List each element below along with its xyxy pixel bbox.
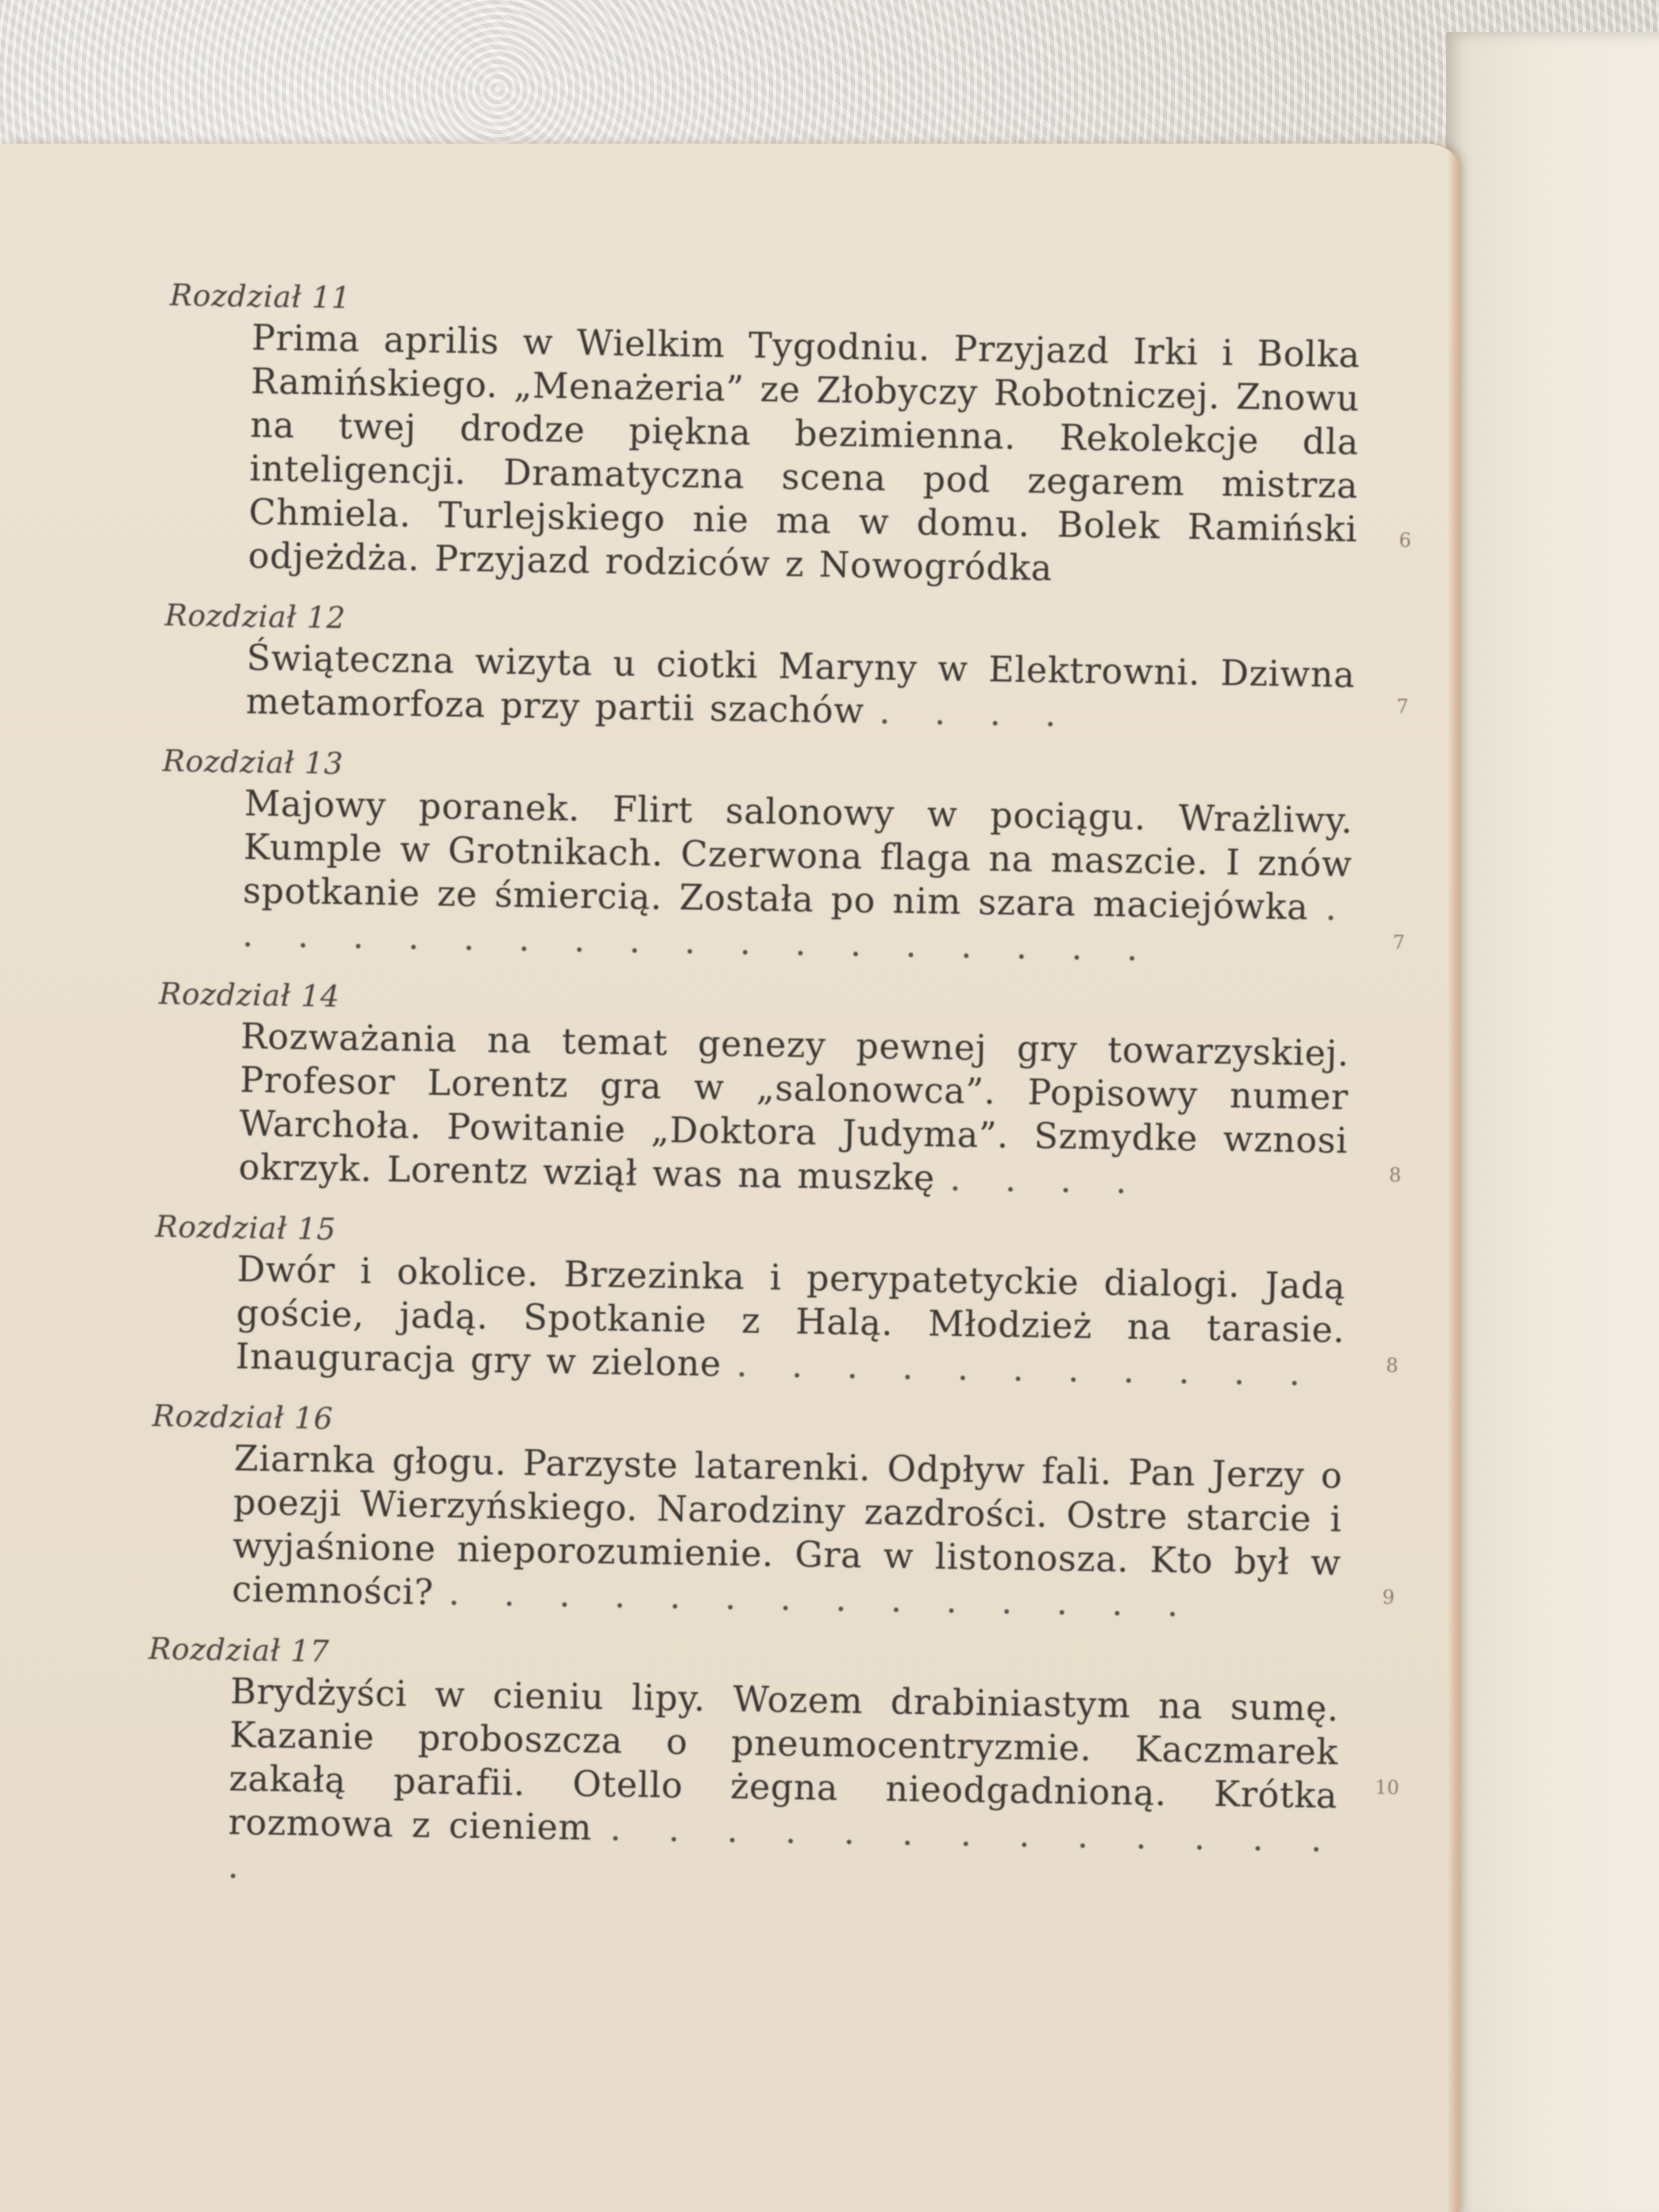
chapter-summary-text: Rozważania na temat genezy pewnej gry towarzyskiej. Profesor Lorentz gra w „salonowca”. Popisowy numer Warchoła. Powitanie „Doktora Judyma”. Szmydke wznosi okrzyk. Lorentz wziął was na muszkę <box>238 1016 1350 1199</box>
toc-entry-11 <box>165 276 1412 595</box>
toc-entry-15 <box>153 1208 1398 1396</box>
dot-leader: . . . . . . . . . . . . . . <box>448 1572 1194 1625</box>
chapter-summary <box>242 782 1353 974</box>
chapter-summary <box>232 1437 1343 1629</box>
chapter-heading: Rozdział 16 <box>152 1398 334 1437</box>
page-number: 10 <box>1375 1777 1400 1799</box>
toc-entry-17 <box>145 1630 1400 1905</box>
chapter-summary-text: Dwór i okolice. Brzezinka i perypatetyckie dialogi. Jadą goście, jadą. Spotkanie z Halą. Młodzież na tarasie. Inauguracja gry w zielone <box>235 1249 1346 1385</box>
facing-page <box>1446 32 1659 2212</box>
dot-leader: . . . . <box>878 691 1071 735</box>
toc-entry-13 <box>160 742 1405 974</box>
page-number: 9 <box>1382 1587 1395 1609</box>
page-number: 8 <box>1388 1164 1402 1187</box>
chapter-summary <box>246 636 1355 741</box>
page-number: 7 <box>1392 932 1405 954</box>
toc-entry-12 <box>163 597 1409 741</box>
toc-entry-16 <box>149 1397 1395 1629</box>
book-page <box>0 144 1457 2212</box>
dot-leader: . . . . . . . . . . . <box>736 1343 1316 1394</box>
table-of-contents <box>145 276 1412 1925</box>
chapter-summary <box>227 1670 1339 1905</box>
dot-leader: . . . . . . . . . . . . . . <box>227 1807 1337 1887</box>
page-edge <box>1447 144 1457 2212</box>
page-number: 7 <box>1396 696 1409 718</box>
toc-entry-14 <box>156 975 1402 1206</box>
chapter-heading: Rozdział 17 <box>148 1631 330 1670</box>
page-number: 8 <box>1386 1355 1398 1377</box>
page-number: 6 <box>1398 530 1412 552</box>
dot-leader: . . . . <box>949 1158 1142 1202</box>
chapter-summary-text: Majowy poranek. Flirt salonowy w pociągu. Wrażliwy. Kumple w Grotnikach. Czerwona flaga na maszcie. I znów spotkanie ze śmiercią. Została po nim szara maciejówka <box>242 783 1353 928</box>
chapter-summary-text: Ziarnka głogu. Parzyste latarenki. Odpływ fali. Pan Jerzy o poezji Wierzyńskiego. Narodziny zazdrości. Ostre starcie i wyjaśnione nieporozumienie. Gra w listonosza. Kto był w ciemności? <box>231 1438 1343 1613</box>
chapter-heading: Rozdział 15 <box>155 1209 337 1247</box>
chapter-heading: Rozdział 14 <box>158 976 340 1015</box>
chapter-summary <box>238 1015 1350 1206</box>
chapter-heading: Rozdział 12 <box>164 598 346 636</box>
chapter-summary-text: Świąteczna wizyta u ciotki Maryny w Elektrowni. Dziwna metamorfoza przy partii szachów <box>245 637 1356 732</box>
chapter-summary-text: Prima aprilis w Wielkim Tygodniu. Przyjazd Irki i Bolka Ramińskiego. „Menażeria” ze Złobyczy Robotniczej. Znowu na twej drodze piękna bezimienna. Rekolekcje dla inteligencji. Dramatyczna scena pod zegarem mistrza Chmiela. Turlejskiego nie ma w domu. Bolek Ramiński odjeżdża. Przyjazd rodziców z Nowogródka <box>248 317 1361 589</box>
chapter-heading: Rozdział 13 <box>162 743 344 782</box>
chapter-summary <box>248 316 1360 595</box>
chapter-summary <box>235 1247 1346 1396</box>
chapter-heading: Rozdział 11 <box>169 278 351 316</box>
chapter-summary-text: Brydżyści w cieniu lipy. Wozem drabiniastym na sumę. Kazanie proboszcza o pneumocentryzmie. Kaczmarek zakałą parafii. Otello żegna nieodgadnioną. Krótka rozmowa z cieniem <box>228 1671 1339 1848</box>
dot-leader: . . . . . . . . . . . . . . . . . . <box>241 887 1352 969</box>
